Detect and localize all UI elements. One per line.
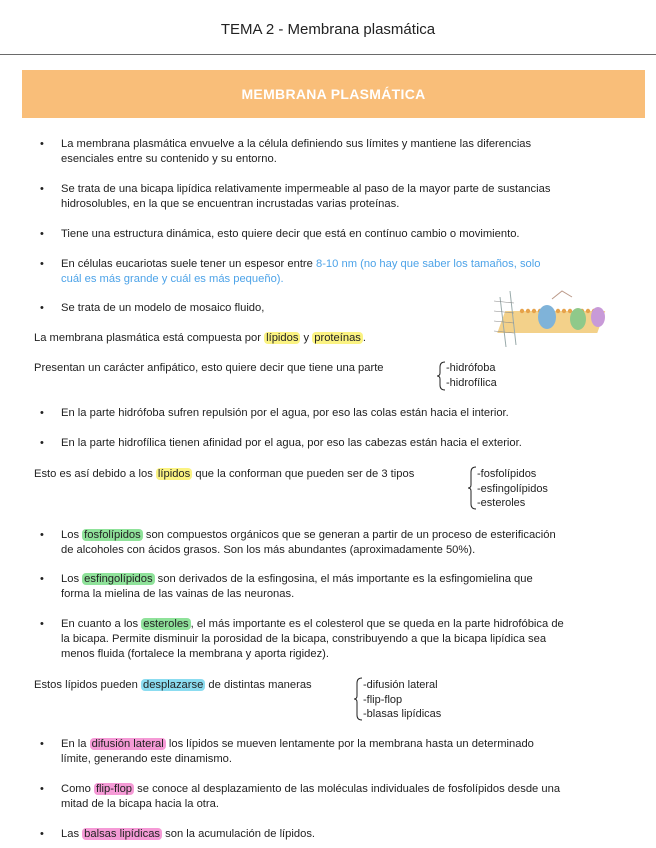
text-span: En la (61, 738, 90, 750)
bullet-marker: • (40, 529, 44, 541)
text-span: . (362, 332, 367, 344)
text-span: Los (61, 573, 83, 585)
bullet-text: En la parte hidrofílica tienen afinidad por el agua, por eso las cabezas están hacia el exterior. (61, 437, 522, 449)
text-line: límite, generando este dinamismo. (61, 753, 233, 765)
text-span: La membrana plasmática está compuesta por (34, 332, 265, 344)
bullet-marker: • (40, 138, 44, 150)
highlight-esfingolipidos: esfingolípidos (84, 573, 153, 585)
text-span: que la conforman que pueden ser de 3 tipos (192, 468, 415, 480)
bullet-text (61, 782, 560, 812)
bullet-marker: • (40, 828, 44, 840)
section-title: MEMBRANA PLASMÁTICA (241, 86, 426, 102)
text-span: y (300, 332, 313, 344)
text-span: Las (61, 828, 83, 840)
bullet-marker: • (40, 258, 44, 270)
list-item: -flip-flop (363, 693, 403, 706)
text-line: de alcoholes con ácidos grasos. Son los más abundantes (aproximadamente 50%). (61, 544, 476, 556)
text-line: forma la mielina de las vainas de las neuronas. (61, 588, 295, 600)
bullet-marker: • (40, 228, 44, 240)
text-line: esenciales entre su contenido y su entorno. (61, 153, 277, 165)
blue-note: cuál es más grande y cuál es más pequeño). (61, 273, 284, 285)
text-line (61, 737, 534, 752)
text-line (61, 617, 564, 632)
lipid-types-list (477, 467, 548, 511)
bullet-text (61, 528, 556, 558)
text-line: Tiene una estructura dinámica, esto quiere decir que está en contínuo cambio o movimiento. (61, 228, 520, 240)
text-span: Los (61, 529, 83, 541)
page-title: TEMA 2 - Membrana plasmática (220, 21, 436, 38)
list-item: -difusión lateral (363, 679, 438, 691)
amphipathic-text: Presentan un carácter anfipático, esto quiere decir que tiene una parte (34, 362, 384, 374)
highlight-esteroles: esteroles (143, 618, 189, 630)
highlight-balsas-lipidicas: balsas lipídicas (84, 828, 161, 840)
bullet-text (61, 182, 550, 212)
highlight-lipidos: lípidos (157, 468, 191, 480)
text-line (61, 827, 315, 842)
blue-note: 8-10 nm (no hay que saber los tamaños, solo (315, 258, 541, 270)
page-header (0, 0, 656, 55)
bullet-marker: • (40, 573, 44, 585)
text-line: menos fluida (fortalece la membrana y aporta rigidez). (61, 648, 330, 660)
bullet-text (61, 827, 315, 842)
amphipathic-list (446, 361, 497, 390)
text-span: son compuestos orgánicos que se generan a partir de un proceso de esterificación (142, 529, 556, 541)
list-item: -blasas lipídicas (363, 708, 442, 720)
text-line: Se trata de un modelo de mosaico fluido, (61, 302, 265, 314)
text-line: hidrosolubles, en la que se encuentran incrustadas varias proteínas. (61, 198, 400, 210)
text-span: Estos lípidos pueden (34, 679, 141, 691)
section-banner (22, 70, 645, 118)
movement-text (34, 678, 312, 693)
text-line (61, 572, 533, 587)
brace-icon (353, 677, 363, 721)
highlight-desplazarse: desplazarse (142, 679, 204, 691)
text-line: la bicapa. Permite disminuir la porosidad de la bicapa, constribuyendo a que la bicapa lipídica sea (61, 633, 547, 645)
text-span: son derivados de la esfingosina, el más importante es la esfingomielina que (154, 573, 533, 585)
text-span: En células eucariotas suele tener un espesor entre (61, 258, 316, 270)
bullet-text (61, 257, 540, 287)
list-item: -fosfolípidos (477, 468, 537, 480)
bullet-text (61, 137, 531, 167)
bullet-text (61, 737, 534, 767)
text-span: , el más importante es el colesterol que se queda en la parte hidrofóbica de (190, 618, 564, 630)
text-line (61, 782, 560, 797)
movement-list (363, 678, 441, 722)
lipid-types-text (34, 467, 414, 482)
brace-icon (436, 361, 446, 391)
bullet-marker: • (40, 302, 44, 314)
membrane-illustration (492, 287, 619, 354)
highlight-proteinas: proteínas (314, 332, 361, 344)
highlight-flip-flop: flip-flop (95, 783, 133, 795)
text-span: Esto es así debido a los (34, 468, 156, 480)
text-span: de distintas maneras (205, 679, 312, 691)
text-line: mitad de la bicapa hacia la otra. (61, 798, 219, 810)
bullet-text (61, 227, 520, 242)
text-line (61, 528, 556, 543)
list-item: -esfingolípidos (477, 482, 548, 495)
list-item: -hidrofílica (446, 376, 497, 389)
list-item: -hidrófoba (446, 362, 496, 374)
bullet-text: En la parte hidrófoba sufren repulsión por el agua, por eso las colas están hacia el interior. (61, 407, 509, 419)
bullet-marker: • (40, 407, 44, 419)
bullet-text (61, 617, 564, 662)
brace-icon (467, 466, 477, 510)
bullet-marker: • (40, 783, 44, 795)
bullet-marker: • (40, 183, 44, 195)
composition-text (34, 331, 366, 346)
text-span: Como (61, 783, 94, 795)
bullet-marker: • (40, 437, 44, 449)
text-line: Se trata de una bicapa lipídica relativamente impermeable al paso de la mayor parte de sustancias (61, 183, 551, 195)
bullet-marker: • (40, 738, 44, 750)
text-line (61, 257, 540, 272)
bullet-text (61, 301, 264, 316)
bullet-marker: • (40, 618, 44, 630)
text-span: En cuanto a los (61, 618, 142, 630)
highlight-lipidos: lípidos (266, 332, 299, 344)
list-item: -esteroles (477, 497, 526, 509)
text-span: se conoce al desplazamiento de las moléculas individuales de fosfolípidos desde una (134, 783, 561, 795)
highlight-difusion-lateral: difusión lateral (91, 738, 164, 750)
text-span: los lípidos se mueven lentamente por la membrana hasta un determinado (165, 738, 534, 750)
text-span: son la acumulación de lípidos. (162, 828, 316, 840)
bullet-text (61, 572, 533, 602)
text-line: La membrana plasmática envuelve a la célula definiendo sus límites y mantiene las diferencias (61, 138, 532, 150)
highlight-fosfolipidos: fosfolípidos (84, 529, 141, 541)
